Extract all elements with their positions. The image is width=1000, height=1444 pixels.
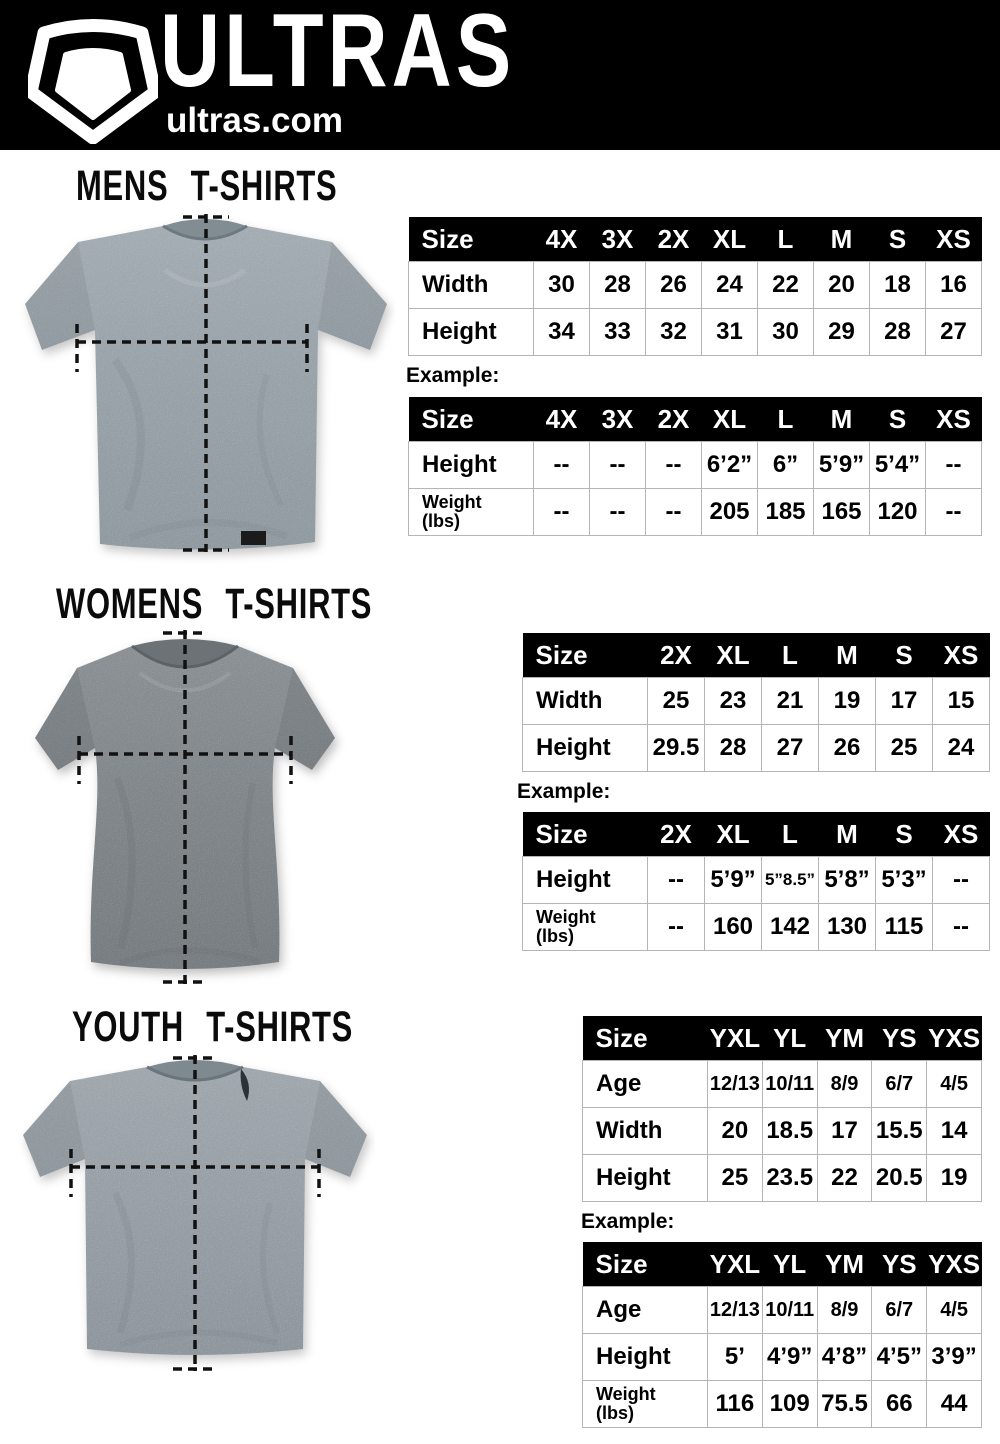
size-value-cell: 205 (702, 489, 758, 536)
size-value-cell: 12/13 (708, 1061, 763, 1108)
size-header: XL (702, 397, 758, 442)
size-value-cell: 3’9” (927, 1334, 982, 1381)
size-header: M (819, 633, 876, 678)
size-value-cell: 25 (648, 678, 705, 725)
size-value-cell: -- (534, 442, 590, 489)
size-header: YXL (708, 1016, 763, 1061)
size-header: YXS (927, 1242, 982, 1287)
size-value-cell: 5’4” (870, 442, 926, 489)
size-value-cell: 25 (708, 1155, 763, 1202)
row-label: Height (523, 857, 648, 904)
size-value-cell: 120 (870, 489, 926, 536)
size-header: YS (872, 1242, 927, 1287)
size-value-cell: 17 (876, 678, 933, 725)
size-header: YXL (708, 1242, 763, 1287)
size-value-cell: 26 (646, 262, 702, 309)
size-value-cell: -- (590, 442, 646, 489)
size-value-cell: 31 (702, 309, 758, 356)
size-value-cell: 6/7 (872, 1287, 927, 1334)
table-row (523, 678, 990, 725)
size-value-cell: 28 (590, 262, 646, 309)
size-value-cell: 142 (762, 904, 819, 951)
size-header: 2X (646, 217, 702, 262)
size-value-cell: -- (926, 442, 982, 489)
mens-shirt-image (15, 210, 395, 568)
size-value-cell: 6/7 (872, 1061, 927, 1108)
section-title-youth: YOUTH T-SHIRTS (72, 1003, 354, 1051)
size-value-cell: 5”8.5” (762, 857, 819, 904)
size-value-cell: 22 (758, 262, 814, 309)
table-row (409, 489, 982, 536)
size-value-cell: 10/11 (762, 1287, 817, 1334)
size-header: L (762, 812, 819, 857)
size-value-cell: -- (648, 904, 705, 951)
size-header: XS (933, 633, 990, 678)
row-label: Age (583, 1061, 708, 1108)
table-row (409, 442, 982, 489)
size-column-label: Size (409, 397, 534, 442)
size-value-cell: 29.5 (648, 725, 705, 772)
size-value-cell: 32 (646, 309, 702, 356)
size-header: M (819, 812, 876, 857)
section-title-mens: MENS T-SHIRTS (76, 162, 338, 210)
size-value-cell: -- (926, 489, 982, 536)
size-value-cell: 4/5 (927, 1061, 982, 1108)
size-value-cell: 4/5 (927, 1287, 982, 1334)
size-value-cell: 185 (758, 489, 814, 536)
size-value-cell: 15 (933, 678, 990, 725)
youth-example-label: Example: (581, 1210, 675, 1233)
table-header-row (583, 1242, 982, 1287)
table-header-row (409, 397, 982, 442)
size-column-label: Size (409, 217, 534, 262)
size-header: L (758, 217, 814, 262)
table-header-row (523, 633, 990, 678)
size-value-cell: 29 (814, 309, 870, 356)
size-value-cell: 20 (708, 1108, 763, 1155)
size-header: L (758, 397, 814, 442)
header (0, 0, 1000, 150)
size-header: YM (817, 1242, 872, 1287)
size-value-cell: 12/13 (708, 1287, 763, 1334)
size-value-cell: 8/9 (817, 1287, 872, 1334)
size-header: XS (926, 217, 982, 262)
size-column-label: Size (523, 812, 648, 857)
size-value-cell: 75.5 (817, 1381, 872, 1428)
youth-example-table (582, 1242, 982, 1428)
size-value-cell: -- (646, 442, 702, 489)
size-value-cell: 27 (762, 725, 819, 772)
table-row (523, 857, 990, 904)
brand-title: ULTRAS (160, 0, 516, 109)
size-value-cell: 4’9” (762, 1334, 817, 1381)
size-value-cell: 16 (926, 262, 982, 309)
size-value-cell: 15.5 (872, 1108, 927, 1155)
size-value-cell: 160 (705, 904, 762, 951)
size-value-cell: 25 (876, 725, 933, 772)
size-header: XS (926, 397, 982, 442)
mens-size-table (408, 217, 982, 356)
size-header: YL (762, 1242, 817, 1287)
ultras-logo-icon (28, 8, 158, 144)
size-header: XL (705, 812, 762, 857)
size-column-label: Size (523, 633, 648, 678)
mens-example-label: Example: (406, 364, 500, 387)
size-value-cell: 24 (933, 725, 990, 772)
row-label: Weight (lbs) (409, 489, 534, 536)
size-header: YS (872, 1016, 927, 1061)
table-header-row (409, 217, 982, 262)
size-value-cell: 10/11 (762, 1061, 817, 1108)
table-row (583, 1108, 982, 1155)
size-value-cell: 24 (702, 262, 758, 309)
table-row (583, 1287, 982, 1334)
size-value-cell: 18 (870, 262, 926, 309)
size-header: YXS (927, 1016, 982, 1061)
size-value-cell: 30 (758, 309, 814, 356)
size-value-cell: 27 (926, 309, 982, 356)
size-header: 2X (648, 633, 705, 678)
table-row (409, 262, 982, 309)
size-value-cell: -- (648, 857, 705, 904)
size-header: S (870, 217, 926, 262)
size-header: 4X (534, 397, 590, 442)
table-row (523, 904, 990, 951)
size-value-cell: 26 (819, 725, 876, 772)
womens-example-table (522, 812, 990, 951)
size-value-cell: 22 (817, 1155, 872, 1202)
size-value-cell: -- (646, 489, 702, 536)
size-column-label: Size (583, 1242, 708, 1287)
size-value-cell: -- (933, 857, 990, 904)
row-label: Width (409, 262, 534, 309)
womens-size-table (522, 633, 990, 772)
size-value-cell: -- (590, 489, 646, 536)
size-value-cell: 5’9” (814, 442, 870, 489)
size-value-cell: 30 (534, 262, 590, 309)
mens-example-table (408, 397, 982, 536)
size-value-cell: 18.5 (762, 1108, 817, 1155)
table-row (583, 1381, 982, 1428)
youth-shirt-image (15, 1053, 375, 1378)
row-label: Height (583, 1155, 708, 1202)
size-header: XL (702, 217, 758, 262)
size-value-cell: -- (933, 904, 990, 951)
section-title-womens: WOMENS T-SHIRTS (56, 580, 373, 628)
size-value-cell: 5’8” (819, 857, 876, 904)
size-value-cell: -- (534, 489, 590, 536)
row-label: Weight (lbs) (583, 1381, 708, 1428)
size-value-cell: 109 (762, 1381, 817, 1428)
row-label: Weight (lbs) (523, 904, 648, 951)
size-value-cell: 165 (814, 489, 870, 536)
table-row (409, 309, 982, 356)
size-header: 2X (646, 397, 702, 442)
row-label: Width (523, 678, 648, 725)
size-value-cell: 44 (927, 1381, 982, 1428)
size-header: M (814, 397, 870, 442)
size-header: M (814, 217, 870, 262)
size-header: 4X (534, 217, 590, 262)
size-header: 3X (590, 397, 646, 442)
table-row (583, 1334, 982, 1381)
size-value-cell: 33 (590, 309, 646, 356)
size-value-cell: 8/9 (817, 1061, 872, 1108)
row-label: Height (409, 309, 534, 356)
size-value-cell: 14 (927, 1108, 982, 1155)
table-row (523, 725, 990, 772)
size-header: XS (933, 812, 990, 857)
size-value-cell: 28 (705, 725, 762, 772)
size-value-cell: 4’8” (817, 1334, 872, 1381)
row-label: Width (583, 1108, 708, 1155)
size-value-cell: 21 (762, 678, 819, 725)
size-value-cell: 19 (819, 678, 876, 725)
youth-size-table (582, 1016, 982, 1202)
size-value-cell: 20.5 (872, 1155, 927, 1202)
size-value-cell: 28 (870, 309, 926, 356)
row-label: Age (583, 1287, 708, 1334)
table-header-row (583, 1016, 982, 1061)
size-value-cell: 5’ (708, 1334, 763, 1381)
size-value-cell: 130 (819, 904, 876, 951)
size-header: YL (762, 1016, 817, 1061)
size-header: 2X (648, 812, 705, 857)
size-value-cell: 5’9” (705, 857, 762, 904)
size-value-cell: 19 (927, 1155, 982, 1202)
size-value-cell: 116 (708, 1381, 763, 1428)
row-label: Height (409, 442, 534, 489)
size-value-cell: 34 (534, 309, 590, 356)
table-header-row (523, 812, 990, 857)
size-header: XL (705, 633, 762, 678)
size-value-cell: 6’2” (702, 442, 758, 489)
size-header: S (876, 633, 933, 678)
size-header: L (762, 633, 819, 678)
table-row (583, 1155, 982, 1202)
size-header: 3X (590, 217, 646, 262)
size-value-cell: 17 (817, 1108, 872, 1155)
table-row (583, 1061, 982, 1108)
size-header: S (870, 397, 926, 442)
size-value-cell: 23 (705, 678, 762, 725)
hem-tag (241, 531, 266, 545)
size-header: S (876, 812, 933, 857)
size-value-cell: 23.5 (762, 1155, 817, 1202)
site-url: ultras.com (166, 101, 343, 140)
size-value-cell: 4’5” (872, 1334, 927, 1381)
row-label: Height (583, 1334, 708, 1381)
size-column-label: Size (583, 1016, 708, 1061)
row-label: Height (523, 725, 648, 772)
size-value-cell: 20 (814, 262, 870, 309)
size-value-cell: 6” (758, 442, 814, 489)
size-value-cell: 66 (872, 1381, 927, 1428)
womens-shirt-image (25, 628, 345, 988)
size-value-cell: 5’3” (876, 857, 933, 904)
womens-example-label: Example: (517, 780, 611, 803)
size-value-cell: 115 (876, 904, 933, 951)
size-header: YM (817, 1016, 872, 1061)
